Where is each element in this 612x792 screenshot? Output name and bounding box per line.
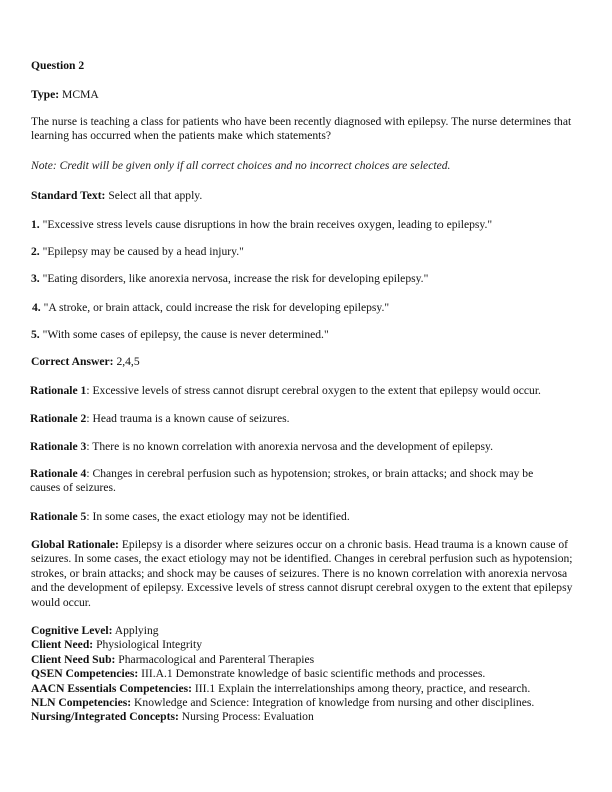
option-4: 4. "A stroke, or brain attack, could increase the risk for developing epilepsy." xyxy=(32,301,390,314)
metadata-list xyxy=(31,624,583,725)
question-title: Question 2 xyxy=(31,59,85,72)
question-type: Type: MCMA xyxy=(31,88,99,101)
qsen-competencies: QSEN Competencies: III.A.1 Demonstrate knowledge of basic scientific methods and processes. xyxy=(31,667,486,681)
global-rationale: Global Rationale: Epilepsy is a disorder where seizures occur on a chronic basis. Head trauma is a known cause of seizures. In some cases, the exact etiology may not be identified. Changes in cerebral perfusion such as hypotension; strokes, or brain attacks; and shock may be causes of seizures. There is no known correlation with anorexia nervosa and the development of epilepsy. Excessive levels of stress cannot disrupt cerebral oxygen to the extent that epilepsy would occur. xyxy=(31,538,573,609)
option-2: 2. "Epilepsy may be caused by a head injury." xyxy=(31,245,244,258)
rationale-3: Rationale 3: There is no known correlation with anorexia nervosa and the development of epilepsy. xyxy=(30,440,493,453)
standard-text: Standard Text: Select all that apply. xyxy=(31,189,203,202)
option-3: 3. "Eating disorders, like anorexia nervosa, increase the risk for developing epilepsy." xyxy=(31,272,429,285)
credit-note: Note: Credit will be given only if all correct choices and no incorrect choices are selected. xyxy=(31,159,451,172)
client-need-sub: Client Need Sub: Pharmacological and Parenteral Therapies xyxy=(31,652,315,666)
question-stem: The nurse is teaching a class for patients who have been recently diagnosed with epilepsy. The nurse determines that learning has occurred when the patients make which statements? xyxy=(31,115,572,143)
aacn-competencies: AACN Essentials Competencies: III.1 Explain the interrelationships among theory, practice, and research. xyxy=(31,681,531,695)
rationale-5: Rationale 5: In some cases, the exact etiology may not be identified. xyxy=(30,510,350,523)
rationale-1: Rationale 1: Excessive levels of stress cannot disrupt cerebral oxygen to the extent that epilepsy would occur. xyxy=(30,384,541,397)
rationale-4: Rationale 4: Changes in cerebral perfusion such as hypotension; strokes, or brain attacks; and shock may be causes of seizures. xyxy=(30,467,534,495)
nln-competencies: NLN Competencies: Knowledge and Science: Integration of knowledge from nursing and other disciplines. xyxy=(31,696,535,710)
option-1: 1. "Excessive stress levels cause disruptions in how the brain receives oxygen, leading to epilepsy." xyxy=(31,218,493,231)
client-need: Client Need: Physiological Integrity xyxy=(31,638,203,652)
nursing-concepts: Nursing/Integrated Concepts: Nursing Process: Evaluation xyxy=(31,710,314,724)
cognitive-level: Cognitive Level: Applying xyxy=(31,624,159,637)
rationale-2: Rationale 2: Head trauma is a known cause of seizures. xyxy=(30,412,290,425)
option-5: 5. "With some cases of epilepsy, the cause is never determined." xyxy=(31,328,329,341)
correct-answer: Correct Answer: 2,4,5 xyxy=(31,355,140,368)
